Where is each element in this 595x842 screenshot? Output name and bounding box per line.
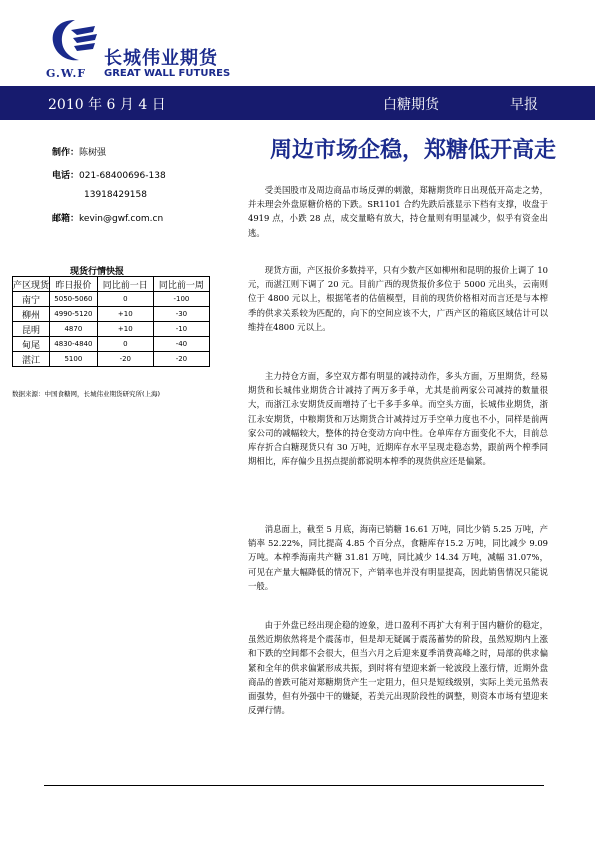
company-logo-icon: [45, 16, 105, 64]
table-cell-week-change: -40: [153, 337, 209, 352]
table-cell-day-change: 0: [97, 292, 153, 307]
paragraph-spot-market: 现货方面，产区报价多数持平，只有少数产区如柳州和昆明的报价上调了 10 元，而湛江则下调了 20 元。目前广西的现货报价多位于 5000 元出头，云南则位于 4800 元以上，根据笔者的估值模型，目前的现货价格相对而言还是与本榨季的供求关系较为匹配的，向下的空间应该不大，广西产区的箱底区域估计可以维持在4800 元以上。: [248, 265, 548, 332]
author-line: [52, 145, 106, 158]
table-row: [13, 307, 210, 322]
footer-divider: [44, 785, 544, 786]
report-date: 2010 年 6 月 4 日: [48, 97, 166, 113]
table-header-cell: 同比前一周: [153, 277, 209, 292]
quotes-table-title: 现货行情快报: [70, 267, 125, 277]
email-label: 邮箱：: [52, 214, 80, 224]
table-cell-region: 甸尾: [13, 337, 50, 352]
phone-1: 021-68400696-138: [79, 171, 166, 181]
table-cell-price: 4830-4840: [50, 337, 98, 352]
email-address[interactable]: kevin@gwf.com.cn: [79, 214, 164, 224]
author-label: 制作：: [52, 148, 80, 158]
author-name: 陈树强: [79, 148, 107, 158]
paragraph-outlook: 由于外盘已经出现企稳的迹象，进口盈利不再扩大有利于国内糖价的稳定，虽然近期依然将是个震荡市，但是却无疑属于震荡蓄势的阶段，虽然短期内上涨和下跌的空间都不会很大，但当六月之后迎来夏季消费高峰之时，局部的供求偏紧和全年的供求偏紧形成共振，到时将有望迎来新一轮波段上涨行情，近期外盘商品的普跌可能对郑糖期货产生一定阻力，但只是短线级别，实际上美元虽然表面强势，但有外强中干的嫌疑，若美元出现阶段性的调整，则资本市场有望迎来反弹行情。: [248, 620, 548, 716]
table-header-cell: 同比前一日: [97, 277, 153, 292]
phone-line: [52, 168, 166, 181]
table-cell-region: 柳州: [13, 307, 50, 322]
table-row: [13, 352, 210, 367]
table-row: [13, 337, 210, 352]
report-type: 早报: [510, 97, 538, 113]
table-row: [13, 322, 210, 337]
email-line: [52, 211, 163, 224]
table-cell-week-change: -30: [153, 307, 209, 322]
table-header-cell: 产区现货: [13, 277, 50, 292]
table-cell-region: 南宁: [13, 292, 50, 307]
table-row: [13, 292, 210, 307]
table-header-row: [13, 277, 210, 292]
table-cell-day-change: 0: [97, 337, 153, 352]
table-cell-day-change: +10: [97, 307, 153, 322]
table-cell-week-change: -20: [153, 352, 209, 367]
table-source-note: 数据来源：中国食糖网，长城伟业期货研究所(上海): [12, 390, 161, 398]
table-cell-region: 湛江: [13, 352, 50, 367]
paragraph-market-summary: 受美国股市及周边商品市场反弹的刺激，郑糖期货昨日出现低开高走之势，并未理会外盘原糖价格的下跌。SR1101 合约先跌后涨显示下档有支撑，收盘于 4919 点，小跌 28 点，成交量略有放大，持仓量则有明显减少，似乎有资金出逃。: [248, 185, 548, 238]
company-abbr: G.W.F: [46, 67, 87, 80]
paragraph-news: 消息面上，截至 5 月底，海南已销糖 16.61 万吨，同比少销 5.25 万吨，产销率 52.22%，同比提高 4.85 个百分点，食糖库存15.2 万吨，同比减少 9.09 万吨。本榨季海南共产糖 31.81 万吨，同比减少 14.34 万吨，减幅 31.07%，可见在产量大幅降低的情况下，产销率也并没有明显提高，因此销售情况只能说一般。: [248, 524, 548, 591]
table-cell-region: 昆明: [13, 322, 50, 337]
company-name-cn: 长城伟业期货: [104, 48, 218, 69]
table-cell-day-change: -20: [97, 352, 153, 367]
table-cell-price: 5050-5060: [50, 292, 98, 307]
table-cell-price: 4990-5120: [50, 307, 98, 322]
table-cell-price: 5100: [50, 352, 98, 367]
phone-2: 13918429158: [84, 190, 147, 200]
table-cell-week-change: -10: [153, 322, 209, 337]
report-category: 白糖期货: [383, 97, 439, 113]
table-cell-week-change: -100: [153, 292, 209, 307]
company-name-en: GREAT WALL FUTURES: [104, 68, 231, 79]
report-title: 周边市场企稳，郑糖低开高走: [270, 138, 557, 163]
table-cell-day-change: +10: [97, 322, 153, 337]
table-cell-price: 4870: [50, 322, 98, 337]
table-header-cell: 昨日报价: [50, 277, 98, 292]
paragraph-positions: 主力持仓方面，多空双方都有明显的减持动作，多头方面，万里期货，经易期货和长城伟业期货合计减持了两万多手单，尤其是前两家公司减持的数量很大，而浙江永安期货反而增持了七千多手多单。而空头方面，长城伟业期货，浙江永安期货，中粮期货和万达期货合计减持过万手空单力度也不小，同样是前两家公司的减幅较大，整体的持仓变动方向中性。仓单库存方面变化不大，目前总库存折合白糖现货只有 30 万吨，近期库存水平呈现走稳态势，跟前两个榨季同期相比，库存偏少且拐点提前都说明本榨季的现货供应还是偏紧。: [248, 371, 548, 467]
phone-label: 电话：: [52, 171, 80, 181]
quotes-table: [12, 276, 210, 367]
